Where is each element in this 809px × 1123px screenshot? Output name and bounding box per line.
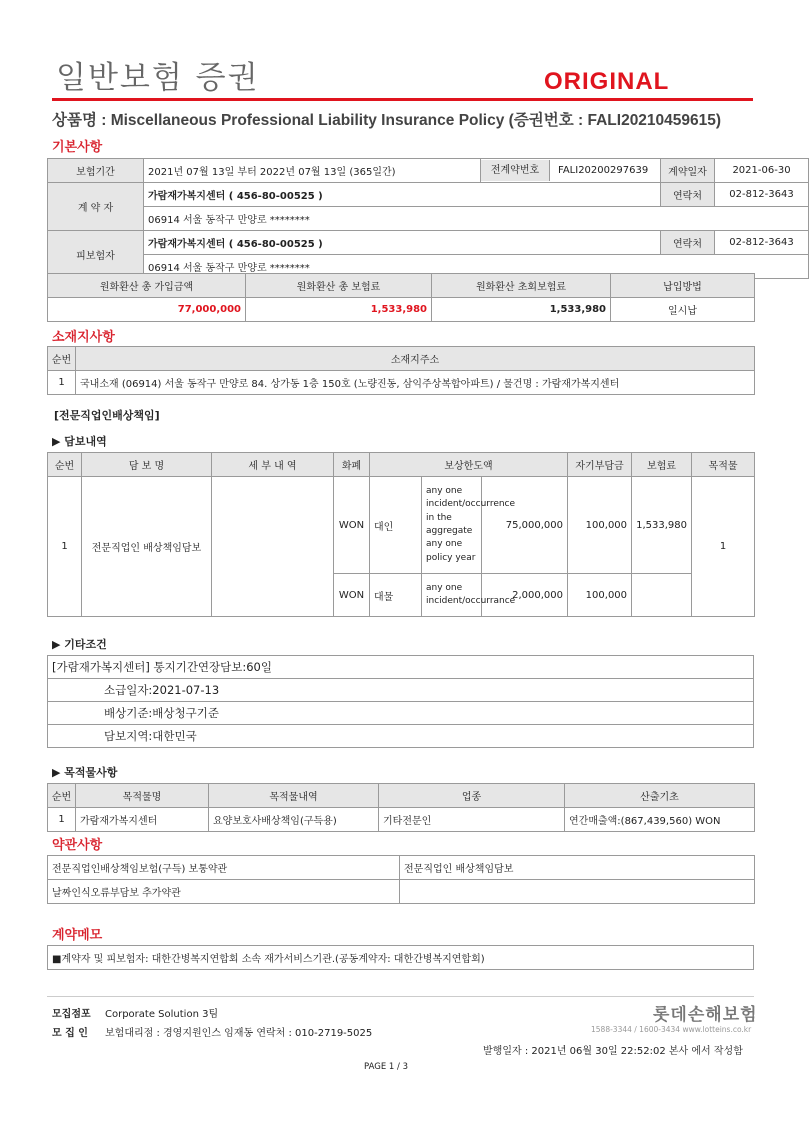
- location-col-address: 소재지주소: [76, 347, 755, 371]
- objects-col-detail: 목적물내역: [209, 784, 379, 808]
- limit-type-1: 대인: [370, 477, 422, 574]
- sum-label: 원화환산 총 가입금액: [48, 274, 246, 298]
- agency-value: Corporate Solution 3팀: [105, 1009, 219, 1020]
- object-row-industry: 기타전문인: [379, 808, 565, 832]
- first-premium-value: 1,533,980: [432, 298, 611, 322]
- memo-table: [47, 945, 754, 970]
- prev-contract-cell: [481, 159, 661, 183]
- section-title-memo: 계약메모: [52, 928, 103, 943]
- deductible-1: 100,000: [568, 477, 632, 574]
- limit-desc-2: any one incident/occurrance: [422, 574, 482, 617]
- coverage-col-target: 목적물: [692, 453, 755, 477]
- condition-line: [가람재가복지센터] 통지기간연장담보:60일: [48, 656, 754, 679]
- object-row-name: 가람재가복지센터: [76, 808, 209, 832]
- limit-currency-2: WON: [334, 574, 370, 617]
- section-title-basic: 기본사항: [52, 140, 103, 155]
- coverage-col-detail: 세 부 내 역: [212, 453, 334, 477]
- premium-summary-table: [47, 273, 755, 322]
- limit-type-2: 대물: [370, 574, 422, 617]
- object-row-no: 1: [48, 808, 76, 832]
- original-stamp: ORIGINAL: [544, 68, 670, 95]
- section-title-location: 소재지사항: [52, 330, 115, 345]
- premium-value: 1,533,980: [246, 298, 432, 322]
- contractor-name: 가람재가복지센터 ( 456-80-00525 ): [144, 183, 661, 207]
- limit-amount-2: 2,000,000: [482, 574, 568, 617]
- coverage-table: [47, 452, 755, 617]
- term-item: 전문직업인배상책임보험(구득) 보통약관: [48, 856, 400, 880]
- contractor-address: 06914 서울 동작구 만양로 ********: [144, 207, 809, 231]
- basic-info-table: [47, 158, 809, 279]
- term-item: 전문직업인 배상책임담보: [400, 856, 755, 880]
- product-name: 상품명 : Miscellaneous Professional Liability Insurance Policy (증권번호 : FALI20210459615): [52, 112, 722, 129]
- table-row: [48, 808, 755, 832]
- location-row-no: 1: [48, 371, 76, 395]
- objects-col-no: 순번: [48, 784, 76, 808]
- objects-col-industry: 업종: [379, 784, 565, 808]
- table-row: [48, 477, 755, 574]
- page-number: PAGE 1 / 3: [364, 1062, 408, 1072]
- sum-value: 77,000,000: [48, 298, 246, 322]
- objects-col-basis: 산출기초: [565, 784, 755, 808]
- prev-contract-label: 전계약번호: [481, 160, 550, 181]
- condition-line: 담보지역:대한민국: [48, 725, 754, 748]
- limit-amount-1: 75,000,000: [482, 477, 568, 574]
- insured-contact-label: 연락처: [661, 231, 715, 255]
- coverage-col-no: 순번: [48, 453, 82, 477]
- first-premium-label: 원화환산 초회보험료: [432, 274, 611, 298]
- condition-line: 배상기준:배상청구기준: [48, 702, 754, 725]
- contract-date-label: 계약일자: [661, 159, 715, 183]
- limit-currency-1: WON: [334, 477, 370, 574]
- object-row-detail: 요양보호사배상책임(구득용): [209, 808, 379, 832]
- insured-label: 피보험자: [48, 231, 144, 279]
- section-title-terms: 약관사항: [52, 838, 103, 853]
- agency-label: 모집점포: [52, 1009, 91, 1020]
- term-item: [400, 880, 755, 904]
- company-logo: 롯데손해보험: [653, 1005, 758, 1025]
- payment-value: 일시납: [611, 298, 755, 322]
- contractor-label: 계 약 자: [48, 183, 144, 231]
- header-divider: [52, 98, 753, 101]
- coverage-col-premium: 보험료: [632, 453, 692, 477]
- coverage-col-name: 담 보 명: [82, 453, 212, 477]
- insured-address: 06914 서울 동작구 만양로 ********: [144, 255, 809, 279]
- footer-divider: [47, 996, 754, 997]
- premium-label: 원화환산 총 보험료: [246, 274, 432, 298]
- location-col-no: 순번: [48, 347, 76, 371]
- insured-phone: 02-812-3643: [715, 231, 809, 255]
- coverage-col-deductible: 자기부담금: [568, 453, 632, 477]
- other-conditions-table: [47, 655, 754, 748]
- recruiter-label: 모 집 인: [52, 1028, 88, 1039]
- document-title: 일반보험 증권: [56, 60, 260, 96]
- issue-info: 발행일자 : 2021년 06월 30일 22:52:02 본사 에서 작성함: [483, 1046, 743, 1057]
- liability-heading: [전문직업인배상책임]: [54, 409, 160, 422]
- coverage-col-limit: 보상한도액: [370, 453, 568, 477]
- object-row-basis: 연간매출액:(867,439,560) WON: [565, 808, 755, 832]
- company-contact: 1588-3344 / 1600-3434 www.lotteins.co.kr: [591, 1025, 752, 1034]
- contract-date-value: 2021-06-30: [715, 159, 809, 183]
- condition-line: 소급일자:2021-07-13: [48, 679, 754, 702]
- table-row: [48, 371, 755, 395]
- period-value: 2021년 07월 13일 부터 2022년 07월 13일 (365일간): [144, 159, 481, 183]
- coverage-row-target: 1: [692, 477, 755, 617]
- coverage-row-premium: 1,533,980: [632, 477, 692, 574]
- coverage-row-detail: [212, 477, 334, 617]
- contractor-contact-label: 연락처: [661, 183, 715, 207]
- location-table: [47, 346, 755, 395]
- term-item: 날짜인식오류부담보 추가약관: [48, 880, 400, 904]
- contractor-phone: 02-812-3643: [715, 183, 809, 207]
- insured-name: 가람재가복지센터 ( 456-80-00525 ): [144, 231, 661, 255]
- deductible-2: 100,000: [568, 574, 632, 617]
- payment-label: 납입방법: [611, 274, 755, 298]
- limit-desc-1: any one incident/occurrence in the aggregate any one policy year: [422, 477, 482, 574]
- coverage-row-no: 1: [48, 477, 82, 617]
- prev-contract-value: FALI20200297639: [558, 165, 649, 176]
- coverage-title: ▶ 담보내역: [52, 435, 107, 448]
- recruiter-value: 보험대리점 : 경영지원인스 임재동 연락처 : 010-2719-5025: [105, 1028, 373, 1039]
- memo-text: ■계약자 및 피보험자: 대한간병복지연합회 소속 재가서비스기관.(공동계약자: 대한간병복지연합회): [48, 946, 754, 970]
- coverage-col-currency: 화폐: [334, 453, 370, 477]
- objects-col-name: 목적물명: [76, 784, 209, 808]
- period-label: 보험기간: [48, 159, 144, 183]
- objects-title: ▶ 목적물사항: [52, 766, 118, 779]
- premium-empty-cell: [632, 574, 692, 617]
- location-row-address: 국내소재 (06914) 서울 동작구 만양로 84. 상가동 1층 150호 (노량진동, 삼익주상복합아파트) / 물건명 : 가람재가복지센터: [76, 371, 755, 395]
- other-conditions-title: ▶ 기타조건: [52, 638, 107, 651]
- terms-table: [47, 855, 755, 904]
- objects-table: [47, 783, 755, 832]
- coverage-row-name: 전문직업인 배상책임담보: [82, 477, 212, 617]
